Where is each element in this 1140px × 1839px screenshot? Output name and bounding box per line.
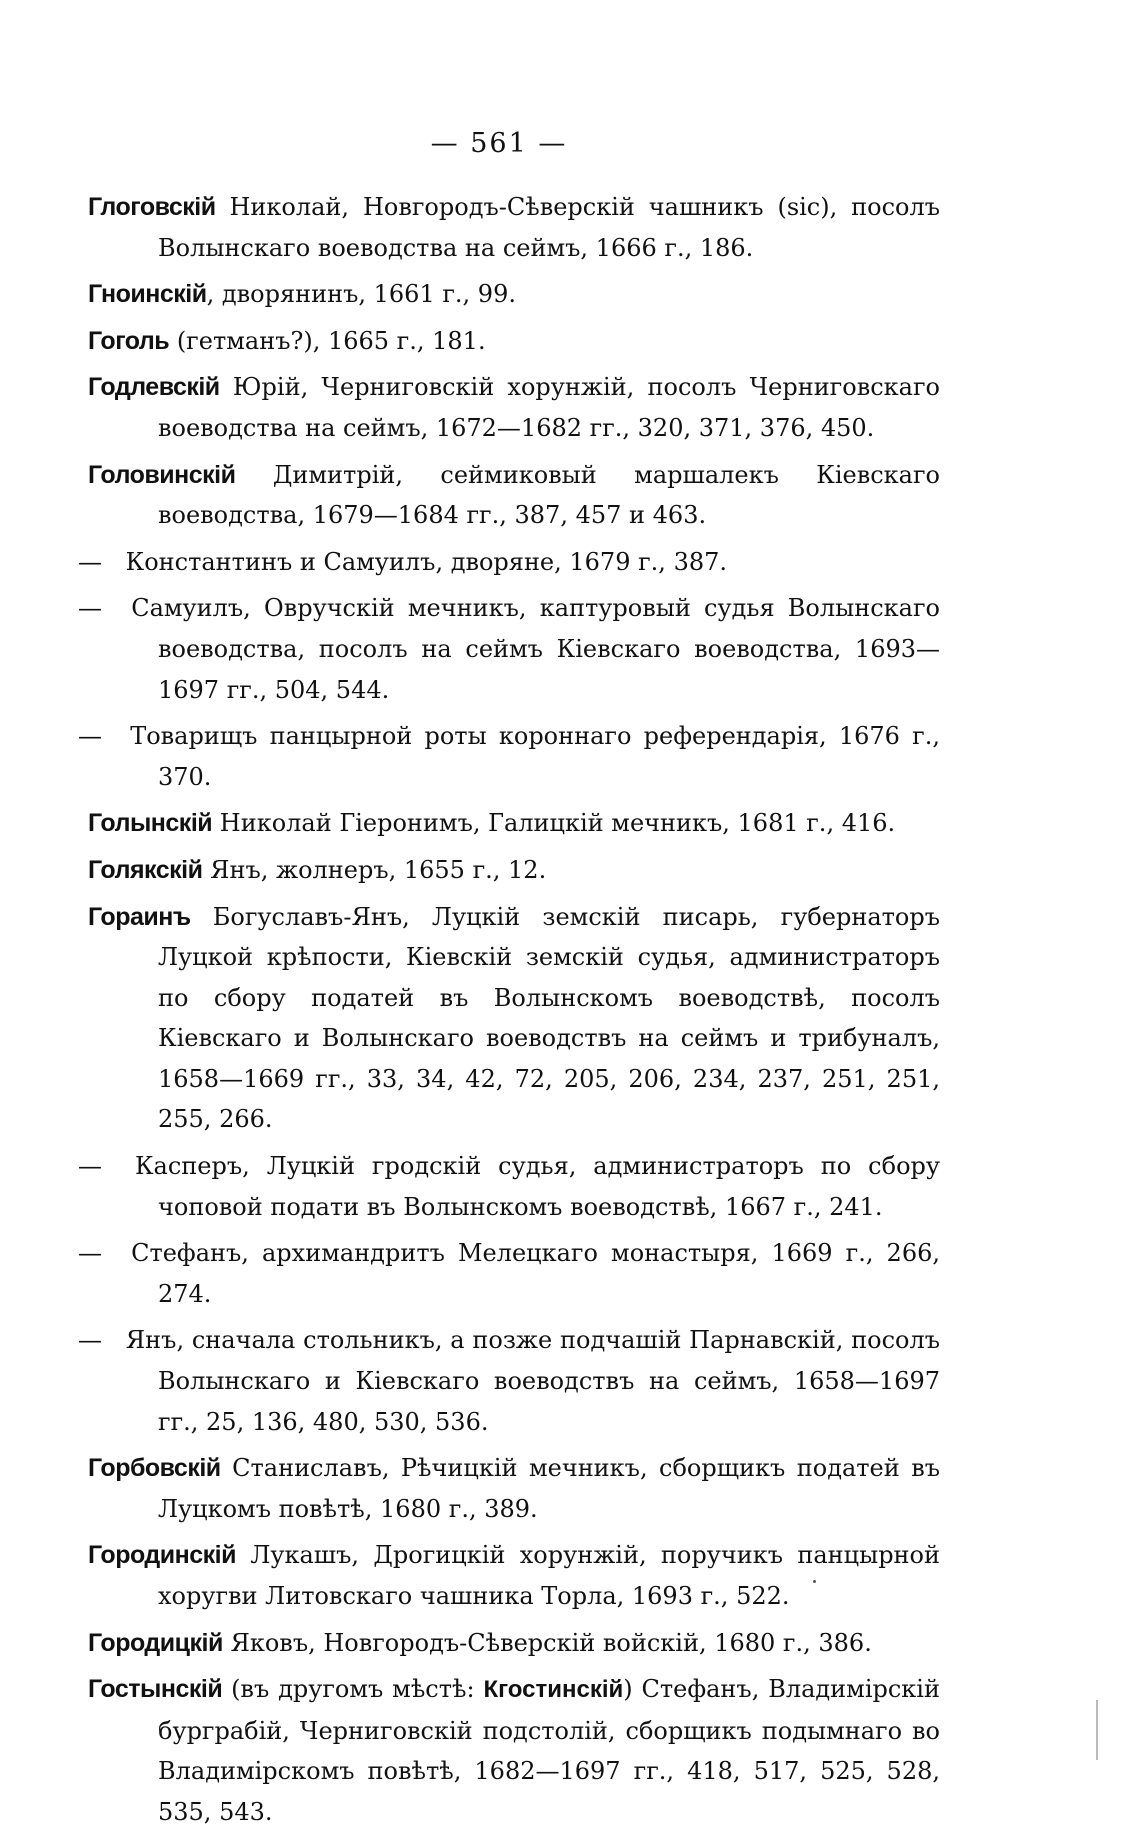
index-entry xyxy=(88,1448,940,1529)
entry-surname: Горбовскій xyxy=(88,1454,221,1483)
entry-text: , дворянинъ, 1661 г., 99. xyxy=(206,280,516,309)
index-subentry: — Самуилъ, Овручскій мечникъ, каптуровый судья Волынскаго воеводства, посолъ на сеймъ Кіевскаго воеводства, 1693—1697 гг., 504, 544. xyxy=(78,594,940,704)
index-entry xyxy=(88,1623,940,1664)
entry-text: Стефанъ, архимандритъ Мелецкаго монастыря, 1669 г., 266, 274. xyxy=(118,1239,940,1308)
entry-text: Богуславъ-Янъ, Луцкій земскій писарь, губернаторъ Луцкой крѣпости, Кіевскій земскій судья, администраторъ по сбору податей въ Волынскомъ воеводствѣ, посолъ Кіевскаго и Волынскаго воеводствъ на сеймъ и трибуналъ, 1658—1669 гг., 33, 34, 42, 72, 205, 206, 234, 237, 251, 251, 255, 266. xyxy=(158,902,940,1134)
index-subentry: — Янъ, сначала стольникъ, а позже подчашій Парнавскій, посолъ Волынскаго и Кіевскаго воеводствъ на сеймъ, 1658—1697 гг., 25, 136, 480, 530, 536. xyxy=(78,1326,940,1436)
entry-text: (гетманъ?), 1665 г., 181. xyxy=(169,326,486,355)
entry-alt-surname: Кгостинскій xyxy=(483,1676,624,1704)
entry-text: Товарищъ панцырной роты короннаго референдарія, 1676 г., 370. xyxy=(118,722,940,791)
entry-text: Яковъ, Новгородъ-Сѣверскій войскій, 1680 г., 386. xyxy=(222,1628,872,1657)
entry-text: Николай, Новгородъ-Сѣверскій чашникъ (sic), посолъ Волынскаго воеводства на сеймъ, 1666 г., 186. xyxy=(158,193,940,262)
entry-surname: Гноинскій xyxy=(88,280,207,309)
entry-text: Янъ, жолнеръ, 1655 г., 12. xyxy=(202,855,547,884)
entry-surname: Голякскій xyxy=(88,855,203,884)
entry-surname: Голынскій xyxy=(88,809,213,838)
entry-text: ) Стефанъ, Владимірскій бурграбій, Черниговскій подстолій, сборщикъ подымнаго во Владимірскомъ повѣтѣ, 1682—1697 гг., 418, 517, 525, 528, 535, 543. xyxy=(158,1675,940,1826)
entry-surname: Гораинъ xyxy=(88,902,191,931)
entry-text: Лукашъ, Дрогицкій хорунжій, поручикъ панцырной хоругви Литовскаго чашника Торла, 1693 г., 522. xyxy=(158,1541,940,1610)
entry-text: Юрій, Черниговскій хорунжій, посолъ Черниговскаго воеводства на сеймъ, 1672—1682 гг., 320, 371, 376, 450. xyxy=(158,373,940,442)
index-entry xyxy=(88,455,940,536)
entry-surname: Гостынскій xyxy=(88,1675,223,1704)
index-entry xyxy=(88,367,940,448)
index-subentry: — Стефанъ, архимандритъ Мелецкаго монастыря, 1669 г., 266, 274. xyxy=(78,1239,940,1308)
entry-text: Самуилъ, Овручскій мечникъ, каптуровый судья Волынскаго воеводства, посолъ на сеймъ Кіевскаго воеводства, 1693—1697 гг., 504, 544. xyxy=(118,594,940,704)
entry-text: Николай Гіеронимъ, Галицкій мечникъ, 1681 г., 416. xyxy=(212,809,896,838)
entry-text: Янъ, сначала стольникъ, а позже подчашій Парнавскій, посолъ Волынскаго и Кіевскаго воеводствъ на сеймъ, 1658—1697 гг., 25, 136, 480, 530, 536. xyxy=(118,1326,940,1436)
print-speck xyxy=(813,1580,816,1583)
entry-surname: Городицкій xyxy=(88,1628,223,1657)
index-subentry: — Товарищъ панцырной роты короннаго референдарія, 1676 г., 370. xyxy=(78,722,940,791)
entry-surname: Гоголь xyxy=(88,326,170,355)
index-entry xyxy=(88,274,940,315)
index-subentry: — Касперъ, Луцкій гродскій судья, администраторъ по сбору чоповой подати въ Волынскомъ воеводствѣ, 1667 г., 241. xyxy=(78,1152,940,1221)
index-subentry: — Константинъ и Самуилъ, дворяне, 1679 г., 387. xyxy=(78,547,727,576)
entry-surname: Глоговскій xyxy=(88,193,216,221)
scan-edge-mark xyxy=(1096,1700,1098,1760)
index-entry xyxy=(88,897,940,1141)
entry-surname: Головинскій xyxy=(88,460,236,489)
entry-text: Константинъ и Самуилъ, дворяне, 1679 г., 387. xyxy=(118,547,727,576)
entry-text: Димитрій, сеймиковый маршалекъ Кіевскаго воеводства, 1679—1684 гг., 387, 457 и 463. xyxy=(158,460,940,530)
index-entry xyxy=(88,321,940,362)
index-entry xyxy=(88,187,940,268)
entry-text: Станиславъ, Рѣчицкій мечникъ, сборщикъ податей въ Луцкомъ повѣтѣ, 1680 г., 389. xyxy=(158,1454,940,1523)
index-entry xyxy=(88,803,940,844)
entry-surname: Городинскій xyxy=(88,1541,236,1570)
index-entry xyxy=(88,850,940,891)
index-entry xyxy=(88,1669,940,1832)
entry-pre-text: (въ другомъ мѣстѣ: xyxy=(222,1675,484,1704)
page-number: — 561 — xyxy=(430,128,568,159)
entry-surname: Годлевскій xyxy=(88,373,220,402)
entry-text: Касперъ, Луцкій гродскій судья, администраторъ по сбору чоповой подати въ Волынскомъ воеводствѣ, 1667 г., 241. xyxy=(118,1152,940,1221)
index-entry xyxy=(88,1535,940,1616)
